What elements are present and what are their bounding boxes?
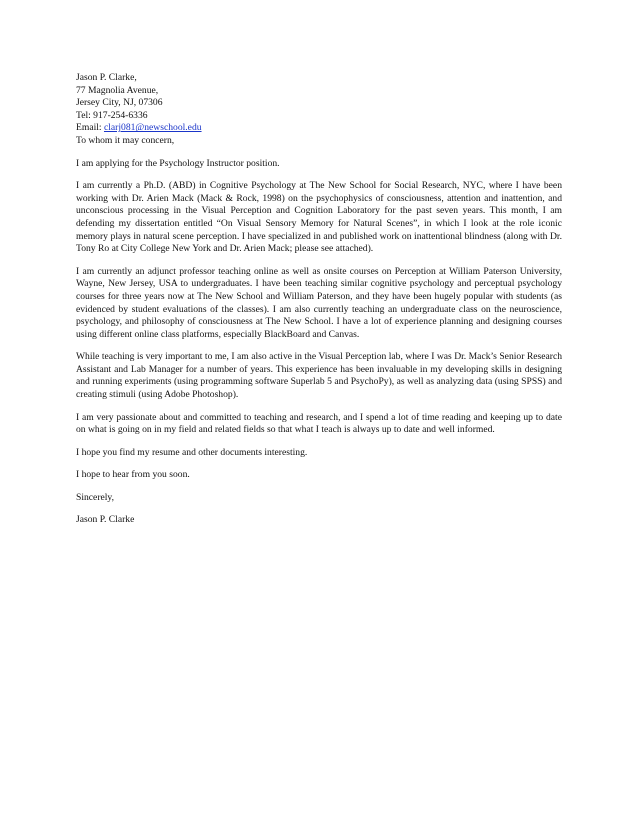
paragraph-phd: I am currently a Ph.D. (ABD) in Cognitive Psychology at The New School for Social Research, NYC, where I have been working with Dr. Arien Mack (Mack & Rock, 1998) on the psychophysics of consciousness, attention and inattention, and unconscious processing in the Visual Perception and Cognition Laboratory for the past seven years. This month, I am defending my dissertation entitled “On Visual Sensory Memory for Natural Scenes”, in which I look at the role iconic memory plays in natural scene perception. I have specialized in and published work on inattentional blindness (along with Dr. Tony Ro at City College New York and Dr. Arien Mack; please see attached). [76,180,562,255]
sender-address-block [76,72,562,135]
salutation: To whom it may concern, [76,134,175,146]
email-label: Email: [76,122,104,134]
paragraph-teaching: I am currently an adjunct professor teaching online as well as onsite courses on Perception at William Paterson University, Wayne, New Jersey, USA to undergraduates. I have been teaching similar cognitive psychology and perceptual psychology courses for three years now at The New School and William Paterson, and they have been hugely popular with students (as evidenced by student evaluations of the classes). I am also currently teaching an undergraduate class on the neuroscience, psychology, and philosophy of consciousness at The New School. I have a lot of experience planning and designing courses using different online class platforms, especially BlackBoard and Canvas. [76,265,562,340]
sender-city: Jersey City, NJ, 07306 [76,97,163,109]
sender-phone: Tel: 917-254-6336 [76,109,148,121]
paragraph-intro: I am applying for the Psychology Instructor position. [76,157,280,169]
sender-email-line [76,122,562,135]
closing: Sincerely, [76,492,115,504]
sender-street: 77 Magnolia Avenue, [76,84,159,96]
paragraph-resume: I hope you find my resume and other documents interesting. [76,446,308,458]
paragraph-research: While teaching is very important to me, I am also active in the Visual Perception lab, where I was Dr. Mack’s Senior Research Assistant and Lab Manager for a number of years. This experience has been invaluable in my developing skills in designing and running experiments (using programming software Superlab 5 and PsychoPy), as well as analyzing data (using SPSS) and creating stimuli (using Adobe Photoshop). [76,351,562,401]
cover-letter [76,72,562,526]
paragraph-passion: I am very passionate about and committed to teaching and research, and I spend a lot of time reading and keeping up to date on what is going on in my field and related fields so that what I teach is always up to date and well informed. [76,411,562,436]
signature: Jason P. Clarke [76,513,135,525]
paragraph-hear-soon: I hope to hear from you soon. [76,469,190,481]
sender-name: Jason P. Clarke, [76,72,137,83]
email-link[interactable]: clarj081@newschool.edu [103,122,202,134]
